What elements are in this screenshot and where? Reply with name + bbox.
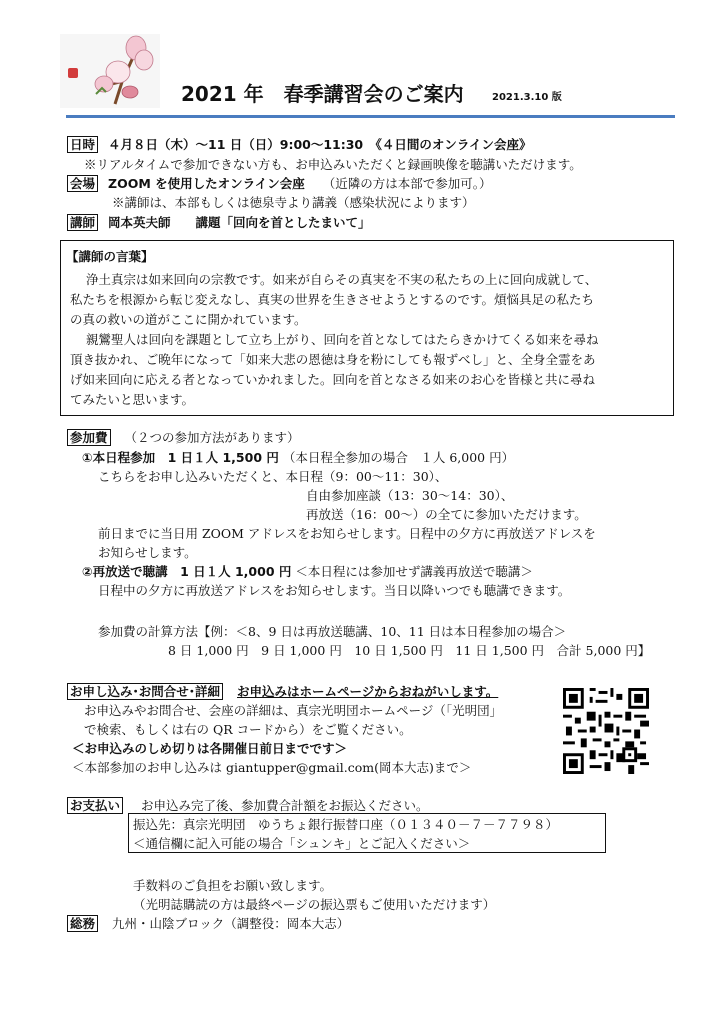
- option1-aside: （本日程全参加の場合 １人 6,000 円）: [282, 450, 515, 465]
- fee-row: [67, 428, 300, 446]
- speech-line: 頂き抜かれ、ご晩年になって「如来大悲の恩徳は身を粉にしても報ずべし」と、全身全霊をあ: [70, 352, 596, 367]
- speech-line: 私たちを根源から転じ変えなし、真実の世界を生きさせようとするのです。煩悩具足の私たち: [70, 292, 595, 307]
- apply-line: お申込みやお問合せ、会座の詳細は、真宗光明団ホームページ（「光明団」: [84, 703, 503, 718]
- speech-line: てみたいと思います。: [70, 392, 195, 407]
- payment-intro: お申込み完了後、参加費合計額をお振込ください。: [141, 798, 429, 813]
- venue-row: [67, 174, 491, 192]
- payment-label: お支払い: [67, 797, 123, 814]
- speech-heading: 【講師の言葉】: [66, 249, 154, 264]
- apply-contact: ＜本部参加のお申し込みは giantupper@gmail.com(岡本大志)まで＞: [72, 760, 472, 775]
- apply-line: で検索、もしくは右の QR コードから）をご覧ください。: [84, 722, 412, 737]
- fee-intro: （２つの参加方法があります）: [124, 430, 300, 445]
- date-label: 日時: [67, 136, 98, 153]
- date-note: ※リアルタイムで参加できない方も、お申込みいただくと録画映像を聴講いただけます。: [84, 157, 582, 172]
- bank-memo-line: ＜通信欄に記入可能の場合「シュンキ」とご記入ください＞: [133, 836, 471, 851]
- apply-headline[interactable]: お申込みはホームページからおねがいします。: [237, 684, 499, 699]
- venue-note: ※講師は、本部もしくは徳泉寺より講義（感染状況によります）: [112, 195, 475, 210]
- option2-line: 日程中の夕方に再放送アドレスをお知らせします。当日以降いつでも聴講できます。: [98, 583, 571, 598]
- page-title: 2021 年 春季講習会のご案内: [181, 82, 464, 106]
- option1-line: お知らせします。: [98, 545, 197, 560]
- fee-calc-line: 参加費の計算方法【例：＜8、9 日は再放送聴講、10、11 日は本日程参加の場合＞: [98, 624, 567, 639]
- venue-aside: （近隣の方は本部で参加可。）: [322, 176, 492, 191]
- general-text: 九州・山陰ブロック（調整役：岡本大志）: [112, 916, 350, 931]
- bank-account-line: 振込先：真宗光明団 ゆうちょ銀行振替口座（０１３４０－７－７７９８）: [133, 817, 559, 832]
- speech-line: の真の救いの道がここに開かれています。: [70, 312, 307, 327]
- venue-text: ZOOM を使用したオンライン会座: [108, 176, 305, 191]
- option1-row: [82, 448, 514, 466]
- general-row: [67, 914, 349, 932]
- magazine-note: （光明誌購読の方は最終ページの振込票もご使用いただけます）: [133, 897, 496, 912]
- fee-calc-line: 8 日 1,000 円 9 日 1,000 円 10 日 1,500 円 11 日 1,500 円 合計 5,000 円】: [168, 643, 651, 658]
- fee-burden-note: 手数料のご負担をお願い致します。: [133, 878, 333, 893]
- date-text: ４月８日（木）～11 日（日）9:00～11:30 《４日間のオンライン会座》: [108, 137, 532, 152]
- title-rule: [66, 115, 675, 118]
- date-row: [67, 135, 532, 153]
- fee-label: 参加費: [67, 429, 111, 446]
- apply-label: お申し込み･お問合せ･詳細: [67, 683, 223, 700]
- option2-row: [82, 562, 533, 580]
- version-label: 2021.3.10 版: [492, 92, 562, 103]
- lecturer-label: 講師: [67, 214, 98, 231]
- option1-line: 自由参加座談（13：30～14：30）、: [306, 488, 514, 503]
- speech-line: 親鸞聖人は回向を課題として立ち上がり、回向を首となしてはたらきかけてくる如来を尋ね: [86, 332, 599, 347]
- option1-line: 前日までに当日用 ZOOM アドレスをお知らせします。日程中の夕方に再放送アドレスを: [98, 526, 596, 541]
- lecturer-row: [67, 213, 371, 231]
- option2-aside: ＜本日程には参加せず講義再放送で聴講＞: [295, 564, 533, 579]
- qr-code-icon[interactable]: [563, 688, 649, 774]
- speech-line: げ如来回向に応える者となっていかれました。回向を首となさる如来のお心を皆様と共に尋ね: [70, 372, 596, 387]
- cherry-blossom-illustration: [60, 34, 160, 108]
- lecturer-text: 岡本英夫師 講題「回向を首としたまいて」: [108, 215, 371, 230]
- general-label: 総務: [67, 915, 98, 932]
- option1-title: ①本日程参加 1 日１人 1,500 円: [82, 450, 279, 465]
- apply-row: [67, 682, 498, 700]
- apply-deadline: ＜お申込みのしめ切りは各開催日前日までです＞: [72, 741, 348, 756]
- option1-line: こちらをお申し込みいただくと、本日程（9：00～11：30）、: [98, 469, 448, 484]
- payment-row: [67, 796, 429, 814]
- option1-line: 再放送（16：00～）の全てに参加いただけます。: [306, 507, 587, 522]
- venue-label: 会場: [67, 175, 98, 192]
- speech-line: 浄土真宗は如来回向の宗教です。如来が自らその真実を不実の私たちの上に回向成就して、: [86, 272, 598, 287]
- option2-title: ②再放送で聴講 1 日１人 1,000 円: [82, 564, 292, 579]
